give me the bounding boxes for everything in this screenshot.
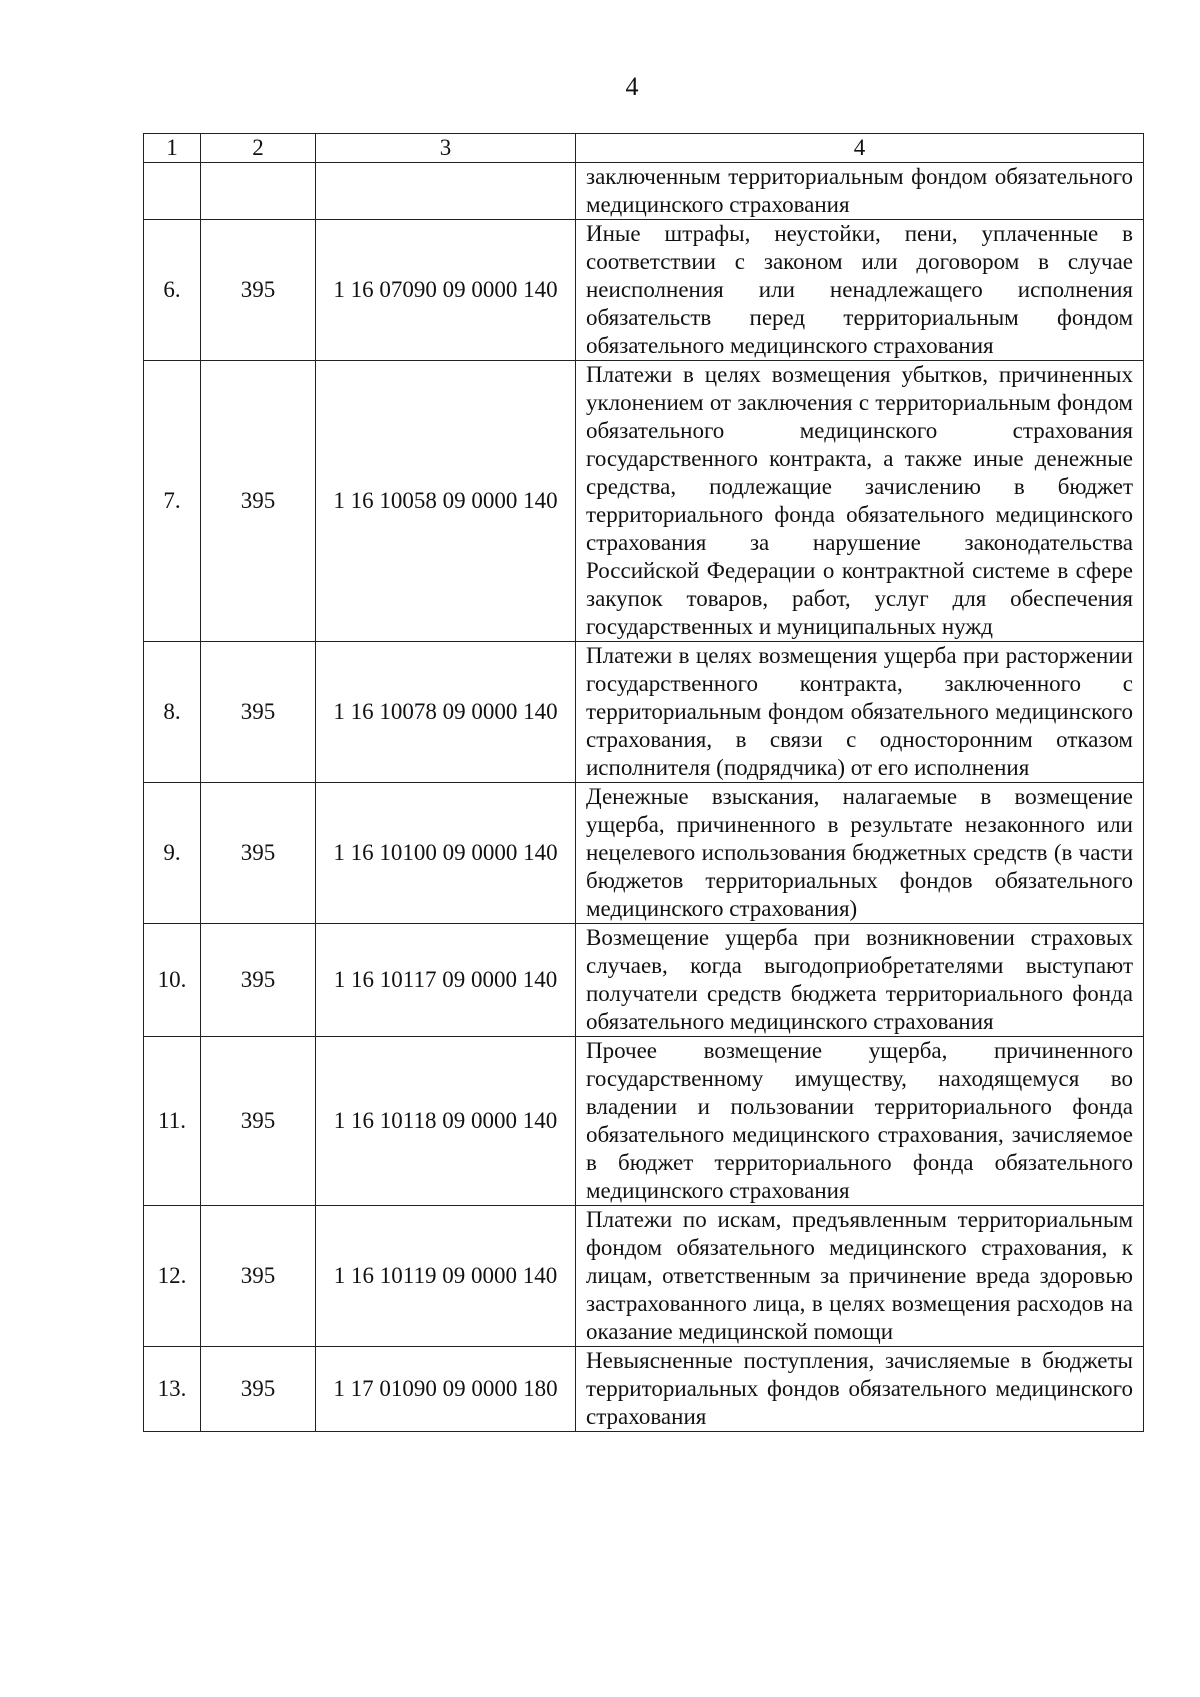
budget-class-code <box>316 163 576 220</box>
table-header-row <box>144 134 1144 163</box>
revenue-codes-table <box>143 133 1144 1432</box>
row-number: 13. <box>144 1347 201 1432</box>
header-col-4: 4 <box>576 134 1144 163</box>
page-number: 4 <box>625 72 639 101</box>
table-row <box>144 924 1144 1037</box>
admin-code: 395 <box>201 1347 316 1432</box>
table-row <box>144 1347 1144 1432</box>
row-number: 7. <box>144 361 201 642</box>
admin-code: 395 <box>201 924 316 1037</box>
income-description: Денежные взыскания, налагаемые в возмещение ущерба, причиненного в результате незаконного или нецелевого использования бюджетных средств (в части бюджетов территориальных фондов обязательного медицинского страхования) <box>586 784 1133 921</box>
income-description-cell <box>576 220 1144 361</box>
income-description: Платежи в целях возмещения убытков, причиненных уклонением от заключения с территориальным фондом обязательного медицинского страхования государственного контракта, а также иные денежные средства, подлежащие зачислению в бюджет территориального фонда обязательного медицинского страхования за нарушение законодательства Российской Федерации о контрактной системе в сфере закупок товаров, работ, услуг для обеспечения государственных и муниципальных нужд <box>586 362 1133 639</box>
budget-class-code: 1 16 10058 09 0000 140 <box>316 361 576 642</box>
row-number: 8. <box>144 642 201 783</box>
row-number: 9. <box>144 783 201 924</box>
income-description-cell <box>576 163 1144 220</box>
table-row-continuation <box>144 163 1144 220</box>
income-description: Иные штрафы, неустойки, пени, уплаченные в соответствии с законом или договором в случае неисполнения или ненадлежащего исполнения обязательств перед территориальным фондом обязательного медицинского страхования <box>586 221 1133 358</box>
admin-code <box>201 163 316 220</box>
budget-class-code: 1 16 07090 09 0000 140 <box>316 220 576 361</box>
row-number: 6. <box>144 220 201 361</box>
income-description: Возмещение ущерба при возникновении страховых случаев, когда выгодоприобретателями выступают получатели средств бюджета территориального фонда обязательного медицинского страхования <box>586 925 1133 1034</box>
row-number: 12. <box>144 1206 201 1347</box>
table-row <box>144 361 1144 642</box>
admin-code: 395 <box>201 783 316 924</box>
budget-class-code: 1 16 10119 09 0000 140 <box>316 1206 576 1347</box>
admin-code: 395 <box>201 642 316 783</box>
income-description-cell <box>576 361 1144 642</box>
table-row <box>144 642 1144 783</box>
table-row <box>144 1206 1144 1347</box>
table-row <box>144 220 1144 361</box>
budget-class-code: 1 16 10100 09 0000 140 <box>316 783 576 924</box>
budget-class-code: 1 16 10118 09 0000 140 <box>316 1037 576 1206</box>
income-description-cell <box>576 1206 1144 1347</box>
admin-code: 395 <box>201 1206 316 1347</box>
budget-class-code: 1 16 10078 09 0000 140 <box>316 642 576 783</box>
header-col-2: 2 <box>201 134 316 163</box>
income-description-cell <box>576 1347 1144 1432</box>
income-description: Платежи в целях возмещения ущерба при расторжении государственного контракта, заключенного с территориальным фондом обязательного медицинского страхования, в связи с односторонним отказом исполнителя (подрядчика) от его исполнения <box>586 643 1133 780</box>
income-description-cell <box>576 783 1144 924</box>
admin-code: 395 <box>201 220 316 361</box>
row-number <box>144 163 201 220</box>
table-row <box>144 783 1144 924</box>
admin-code: 395 <box>201 361 316 642</box>
header-col-1: 1 <box>144 134 201 163</box>
income-description-cell <box>576 924 1144 1037</box>
income-description: Невыясненные поступления, зачисляемые в бюджеты территориальных фондов обязательного медицинского страхования <box>586 1348 1133 1429</box>
row-number: 10. <box>144 924 201 1037</box>
income-description: заключенным территориальным фондом обязательного медицинского страхования <box>586 164 1133 217</box>
row-number: 11. <box>144 1037 201 1206</box>
header-col-3: 3 <box>316 134 576 163</box>
budget-class-code: 1 16 10117 09 0000 140 <box>316 924 576 1037</box>
admin-code: 395 <box>201 1037 316 1206</box>
income-description-cell <box>576 642 1144 783</box>
income-description: Прочее возмещение ущерба, причиненного государственному имуществу, находящемуся во владении и пользовании территориального фонда обязательного медицинского страхования, зачисляемое в бюджет территориального фонда обязательного медицинского страхования <box>586 1038 1133 1203</box>
budget-class-code: 1 17 01090 09 0000 180 <box>316 1347 576 1432</box>
income-description: Платежи по искам, предъявленным территориальным фондом обязательного медицинского страхования, к лицам, ответственным за причинение вреда здоровью застрахованного лица, в целях возмещения расходов на оказание медицинской помощи <box>586 1207 1133 1344</box>
table-row <box>144 1037 1144 1206</box>
income-description-cell <box>576 1037 1144 1206</box>
